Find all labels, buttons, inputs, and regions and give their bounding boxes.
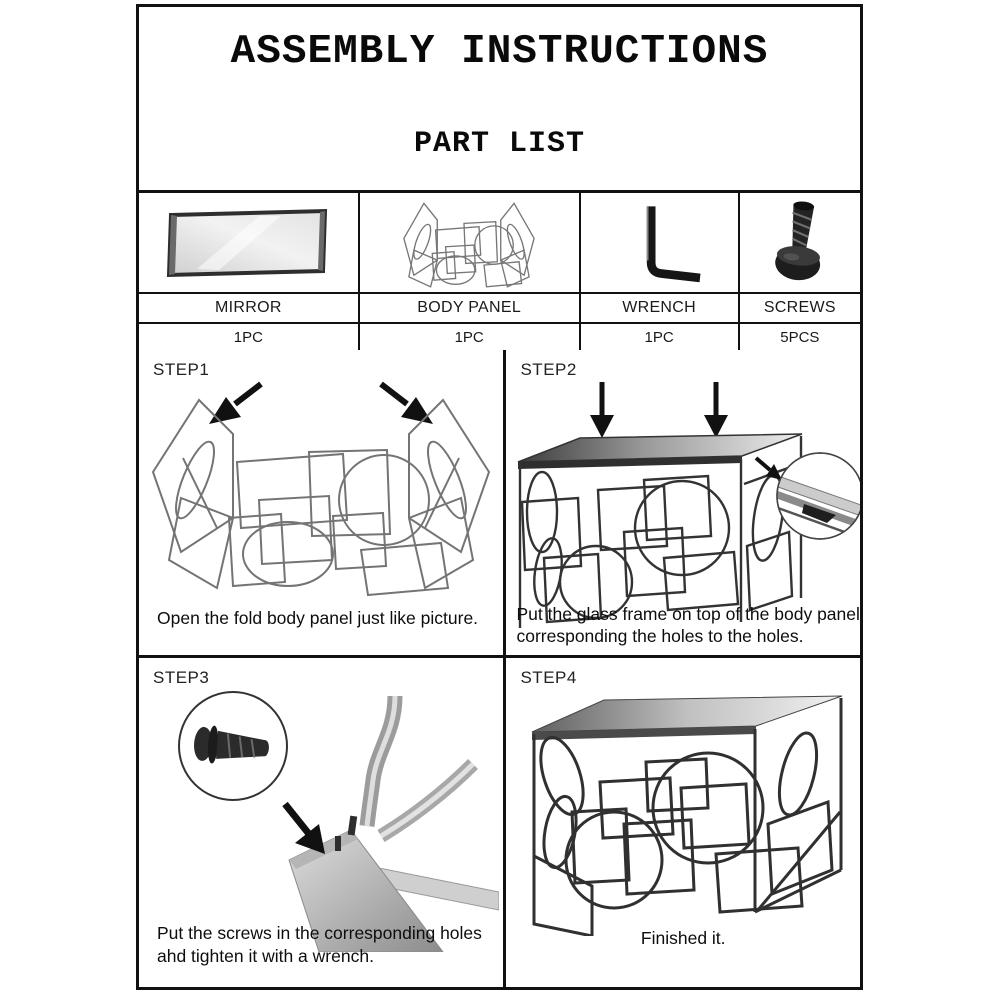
arrow-down-icon	[590, 415, 614, 438]
step1-label: STEP1	[153, 360, 210, 379]
part-cell-screws	[740, 193, 860, 292]
screw-in-hole	[335, 836, 341, 851]
step3-label: STEP3	[153, 668, 210, 688]
step3-caption: Put the screws in the corresponding holes ahd tighten it with a wrench.	[157, 923, 482, 966]
wrench-icon	[611, 199, 707, 287]
parts-name-row	[139, 292, 860, 322]
step4-caption: Finished it.	[640, 927, 726, 948]
step1-illustration	[139, 376, 503, 624]
part-cell-wrench	[581, 193, 740, 292]
step4-illustration	[506, 684, 860, 936]
part-name: MIRROR	[139, 294, 360, 322]
glass-top	[518, 434, 802, 462]
mirror-icon	[163, 207, 333, 279]
step4-panel	[506, 658, 860, 987]
parts-image-row	[139, 193, 860, 292]
step3-illustration	[139, 684, 503, 952]
screw-insert-drawing	[143, 684, 499, 952]
part-name: WRENCH	[581, 294, 740, 322]
step2-label: STEP2	[520, 360, 577, 379]
step1-panel	[139, 350, 506, 658]
parts-qty-row	[139, 322, 860, 350]
glass-top	[532, 696, 842, 732]
part-qty: 1PC	[581, 324, 740, 350]
part-cell-mirror	[139, 193, 360, 292]
part-cell-body-panel	[360, 193, 581, 292]
part-list-heading: PART LIST	[413, 127, 586, 161]
part-qty: 1PC	[360, 324, 581, 350]
arrow-down-icon	[704, 415, 728, 438]
step3-panel	[139, 658, 506, 987]
part-name: BODY PANEL	[360, 294, 581, 322]
parts-table	[139, 193, 860, 350]
finished-table-drawing	[506, 684, 860, 936]
step2-panel	[506, 350, 860, 658]
steps-grid	[139, 350, 860, 987]
screw-in-hole	[348, 816, 358, 836]
part-qty: 1PC	[139, 324, 360, 350]
part-qty: 5PCS	[780, 328, 820, 346]
screw-icon	[761, 198, 839, 288]
step1-caption: Open the fold body panel just like picture.	[157, 608, 479, 629]
body-panel-icon	[383, 195, 555, 291]
unfolded-body-panel-drawing	[143, 376, 499, 624]
title-block	[139, 7, 860, 193]
document-frame	[136, 4, 863, 990]
step2-caption: Put the glass frame on top of the body panel corresponding the holes to the holes.	[516, 603, 860, 647]
page-title: ASSEMBLY INSTRUCTIONS	[230, 29, 769, 75]
part-name: SCREWS	[763, 299, 836, 316]
step4-label: STEP4	[520, 668, 577, 688]
